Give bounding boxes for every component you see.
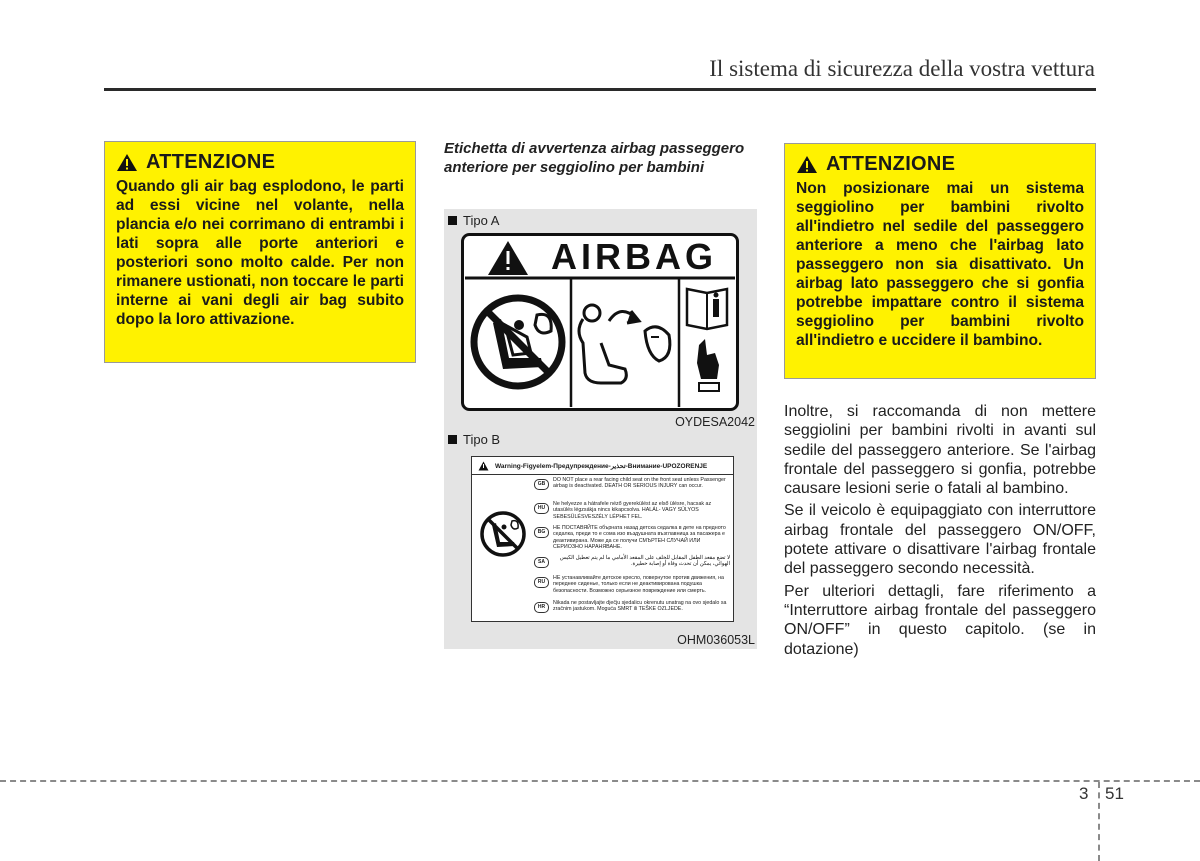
warning-row-sa — [534, 555, 730, 568]
lang-code: BG — [534, 527, 549, 538]
tipo-a-caption — [448, 213, 499, 228]
warning-triangle-icon — [796, 155, 818, 174]
chapter-number: 3 — [1079, 784, 1089, 803]
tipo-a-code: OYDESA2042 — [675, 415, 755, 429]
lang-code: GB — [534, 479, 549, 490]
lang-code: HR — [534, 602, 549, 613]
lang-text: НЕ устанавливайте детское кресло, повернутое против движения, на переднее сиденье, только если не деактивирована подушка безопасности. Возможно серьезное повреждение или смерть. — [553, 575, 724, 594]
sticker-b-warning-icon — [478, 461, 489, 471]
lang-code: HU — [534, 503, 549, 514]
tipo-b-code: OHM036053L — [677, 633, 755, 647]
sticker-b-header-text: Warning-Figyelem-Предупреждение-تحذير-Внимание-UPOZORENJE — [495, 462, 708, 470]
lang-text: لا تضع مقعد الطفل المقابل للخلف على المقعد الأمامي ما لم يتم تعطيل الكيس الهوائي، يمكن أن تحدث وفاة أو إصابة خطيرة. — [559, 555, 730, 568]
body-paragraph-3: Per ulteriori dettagli, fare riferimento a “Interruttore airbag frontale del passeggero ON/OFF” in questo capitolo. (se in dotazione) — [784, 582, 1096, 658]
sticker-b-header — [472, 457, 733, 475]
no-rear-facing-seat-icon — [478, 509, 528, 559]
warning-title: ATTENZIONE — [146, 151, 276, 173]
no-rear-facing-seat-icon — [474, 298, 562, 386]
lang-code: RU — [534, 577, 549, 588]
header-rule — [104, 88, 1096, 91]
bullet-square-icon — [448, 435, 457, 444]
page-number: 51 — [1105, 784, 1124, 803]
page-header-title: Il sistema di sicurezza della vostra vettura — [709, 56, 1095, 81]
footer-dashed-rule — [0, 780, 1200, 782]
lang-text: Ne helyezze a hátrafele néző gyerekülést az első ülésre, hacsak az utasülés légzsákja nincs kikapcsolva. HALÁL- VAGY SÚLYOS SEBESÜLÉSVESZÉLY LÉPHET FEL. — [553, 501, 712, 520]
lang-text: НЕ ПОСТАВЯЙТЕ обърната назад детска седалка в дете на предното седалка, преди то е сома изо въздушната възглавница за пасажера е деактивирана. Може да се получи СМЪРТЕН СЛУЧАЙ ИЛИ СЕРИОЗНО НАРАНЯВАНЕ. — [553, 525, 726, 551]
tipo-a-label: Tipo A — [463, 213, 500, 228]
body-paragraph-2: Se il veicolo è equipaggiato con interruttore airbag frontale del passeggero ON/OFF, potete attivare o disattivare l'airbag frontale del passeggero secondo necessità. — [784, 502, 1096, 578]
lang-text: Nikada ne postavljajte dječju sjedalicu okrenutu unatrag na ovo sjedalo sa zračnim jastukom. Moguća SMRT ili TEŠKE OZLJEDE. — [553, 600, 727, 613]
footer-vertical-divider — [1098, 782, 1100, 861]
tipo-b-label: Tipo B — [463, 432, 501, 447]
tipo-a-panel — [444, 209, 757, 431]
warning-text: Quando gli air bag esplodono, le parti ad essi vicine nel volante, nella plancia e/o nei corrimano di entrambi i lati sopra alle porte anteriori e posteriori sono molto calde. Per non rimanere ustionati, non toccare le parti interne ai vani degli air bag subito dopo la loro attivazione. — [116, 178, 404, 328]
body-text — [784, 402, 1096, 662]
label-section-heading: Etichetta di avvertenza airbag passeggero anteriore per seggiolino per bambini — [444, 140, 745, 176]
bullet-square-icon — [448, 216, 457, 225]
warning-header — [116, 151, 404, 174]
warning-row-hr — [534, 600, 730, 613]
warning-text: Non posizionare mai un sistema seggiolino per bambini rivolto all'indietro nel sedile del passeggero anteriore a meno che l'airbag lato passeggero non sia disattivato. Un airbag lato passeggero che si gonfia potrebbe impattare contro il sistema seggiolino per bambini rivolto all'indietro e uccidere il bambino. — [796, 180, 1084, 349]
tipo-b-panel — [444, 431, 757, 649]
warning-title: ATTENZIONE — [826, 153, 956, 175]
warning-triangle-icon — [116, 153, 138, 172]
tipo-b-caption — [448, 432, 500, 447]
body-paragraph-1: Inoltre, si raccomanda di non mettere seggiolini per bambini rivolti in avanti sul sedile del passeggero anteriore. Se l'airbag frontale del passeggero si gonfia, potrebbe causare lesioni serie o fatali al bambino. — [784, 403, 1096, 498]
airbag-sticker-type-a — [461, 233, 739, 411]
warning-row-hu — [534, 501, 730, 520]
warning-header — [796, 153, 1084, 176]
warning-box-left — [104, 141, 416, 363]
warning-row-gb — [534, 477, 730, 490]
lang-text: DO NOT place a rear facing child seat on the front seat unless Passenger airbag is deactivated. DEATH OR SERIOUS INJURY can occur. — [553, 477, 726, 490]
lang-code: SA — [534, 557, 549, 568]
warning-row-ru — [534, 575, 730, 594]
warning-row-bg — [534, 525, 730, 551]
warning-box-right — [784, 143, 1096, 379]
airbag-sticker-type-b — [471, 456, 734, 622]
sticker-airbag-word: AIRBAG — [551, 236, 717, 277]
